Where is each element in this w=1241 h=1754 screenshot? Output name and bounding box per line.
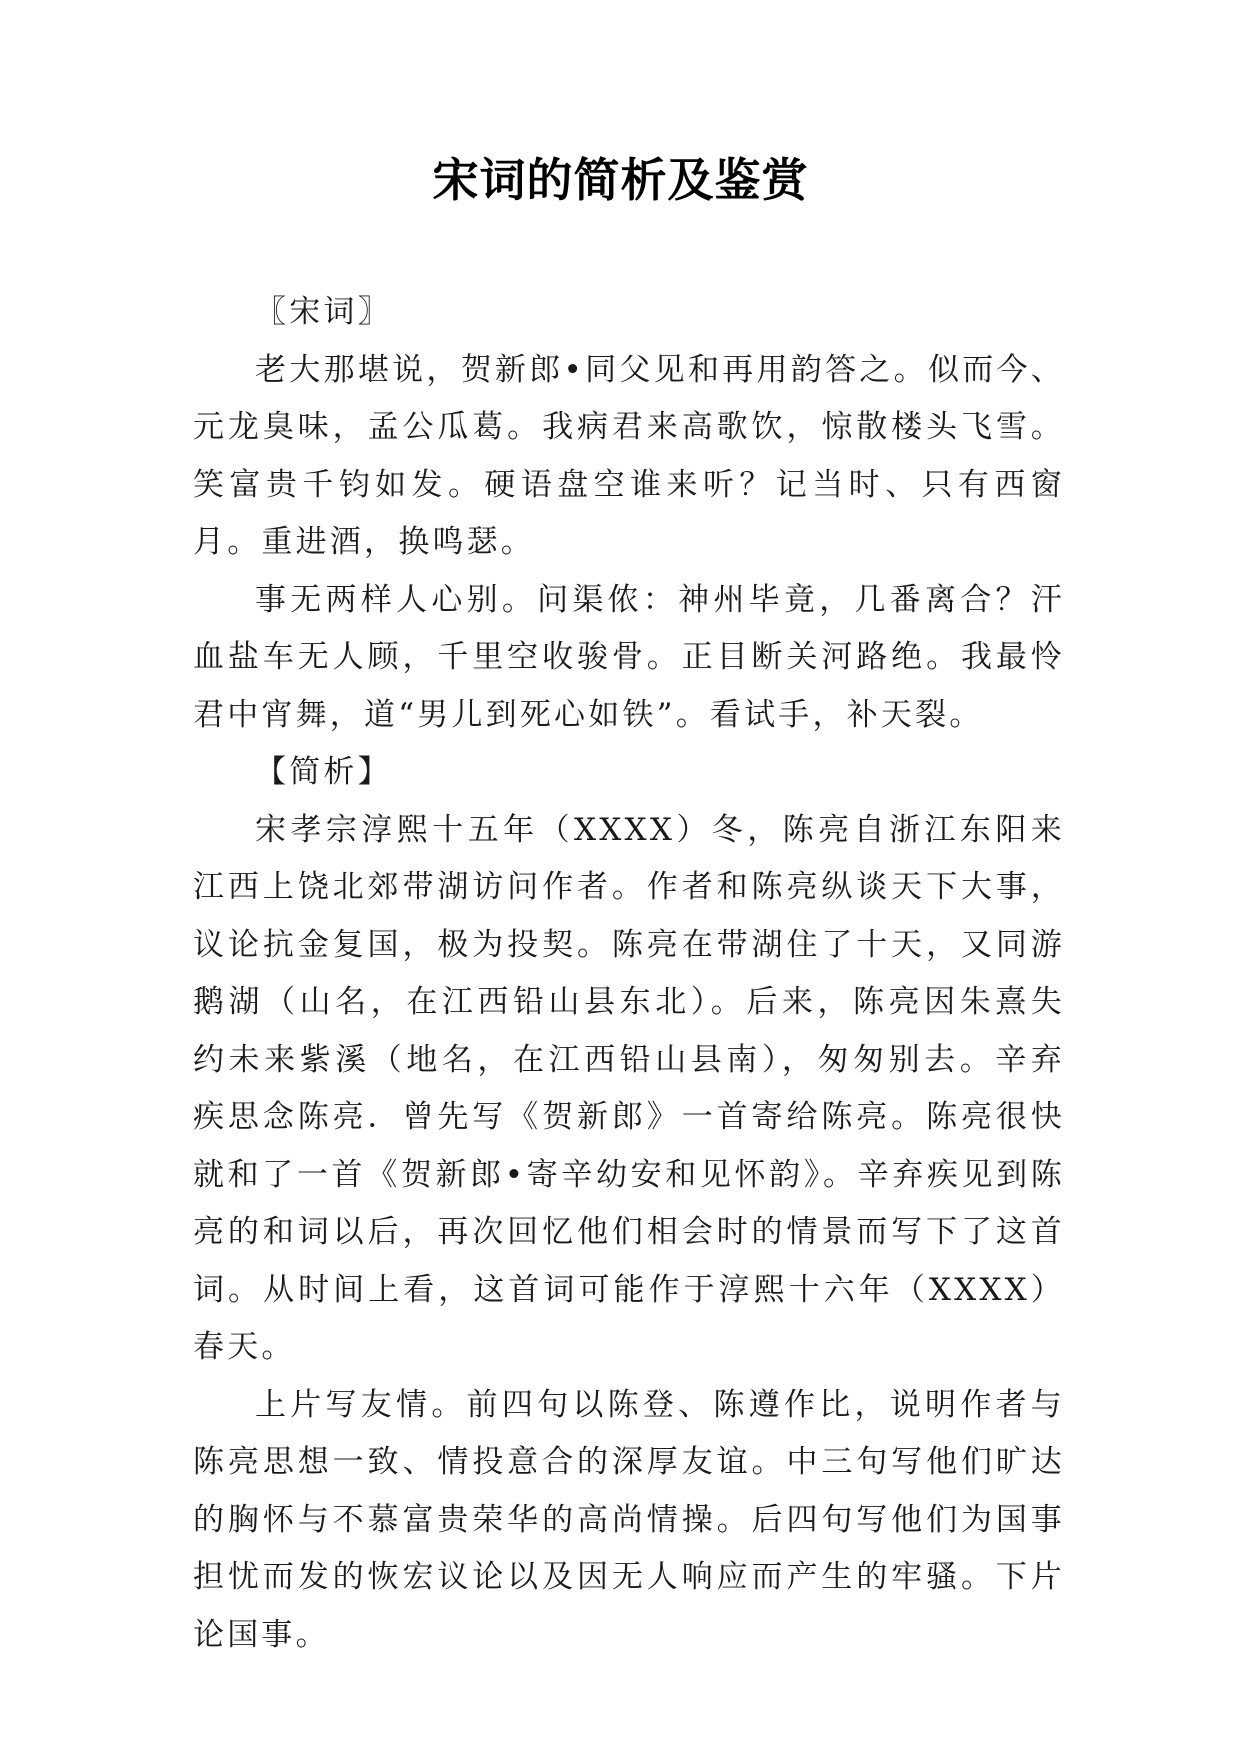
page-title: 宋词的简析及鉴赏 xyxy=(432,153,809,207)
analysis-paragraph: 上片写友情。前四句以陈登、陈遵作比，说明作者与陈亮思想一致、情投意合的深厚友谊。中三句写他们旷达的胸怀与不慕富贵荣华的高尚情操。后四句写他们为国事担忧而发的恢宏议论以及因无人响应而产生的牢骚。下片论国事。 xyxy=(193,1386,1065,1653)
section-heading-poem: 〖宋词〗 xyxy=(255,294,392,330)
poem-upper-stanza: 老大那堪说，贺新郎•同父见和再用韵答之。似而今、元龙臭味，孟公瓜葛。我病君来高歌饮，惊散楼头飞雪。笑富贵千钧如发。硬语盘空谁来听？记当时、只有西窗月。重进酒，换鸣瑟。 xyxy=(193,351,1065,560)
document-body xyxy=(193,284,1065,1664)
poem-lower-stanza: 事无两样人心别。问渠侬：神州毕竟，几番离合？汗血盐车无人顾，千里空收骏骨。正目断关河路绝。我最怜君中宵舞，道“男儿到死心如铁”。看试手，补天裂。 xyxy=(193,581,1065,733)
section-heading-analysis: 【简析】 xyxy=(255,754,392,790)
analysis-paragraph: 宋孝宗淳熙十五年（XXXX）冬，陈亮自浙江东阳来江西上饶北郊带湖访问作者。作者和陈亮纵谈天下大事，议论抗金复国，极为投契。陈亮在带湖住了十天，又同游鹅湖（山名，在江西铅山县东北）。后来，陈亮因朱熹失约未来紫溪（地名，在江西铅山县南），匆匆别去。辛弃疾思念陈亮．曾先写《贺新郎》一首寄给陈亮。陈亮很快就和了一首《贺新郎•寄辛幼安和见怀韵》。辛弃疾见到陈亮的和词以后，再次回忆他们相会时的情景而写下了这首词。从时间上看，这首词可能作于淳熙十六年（XXXX）春天。 xyxy=(193,811,1065,1365)
